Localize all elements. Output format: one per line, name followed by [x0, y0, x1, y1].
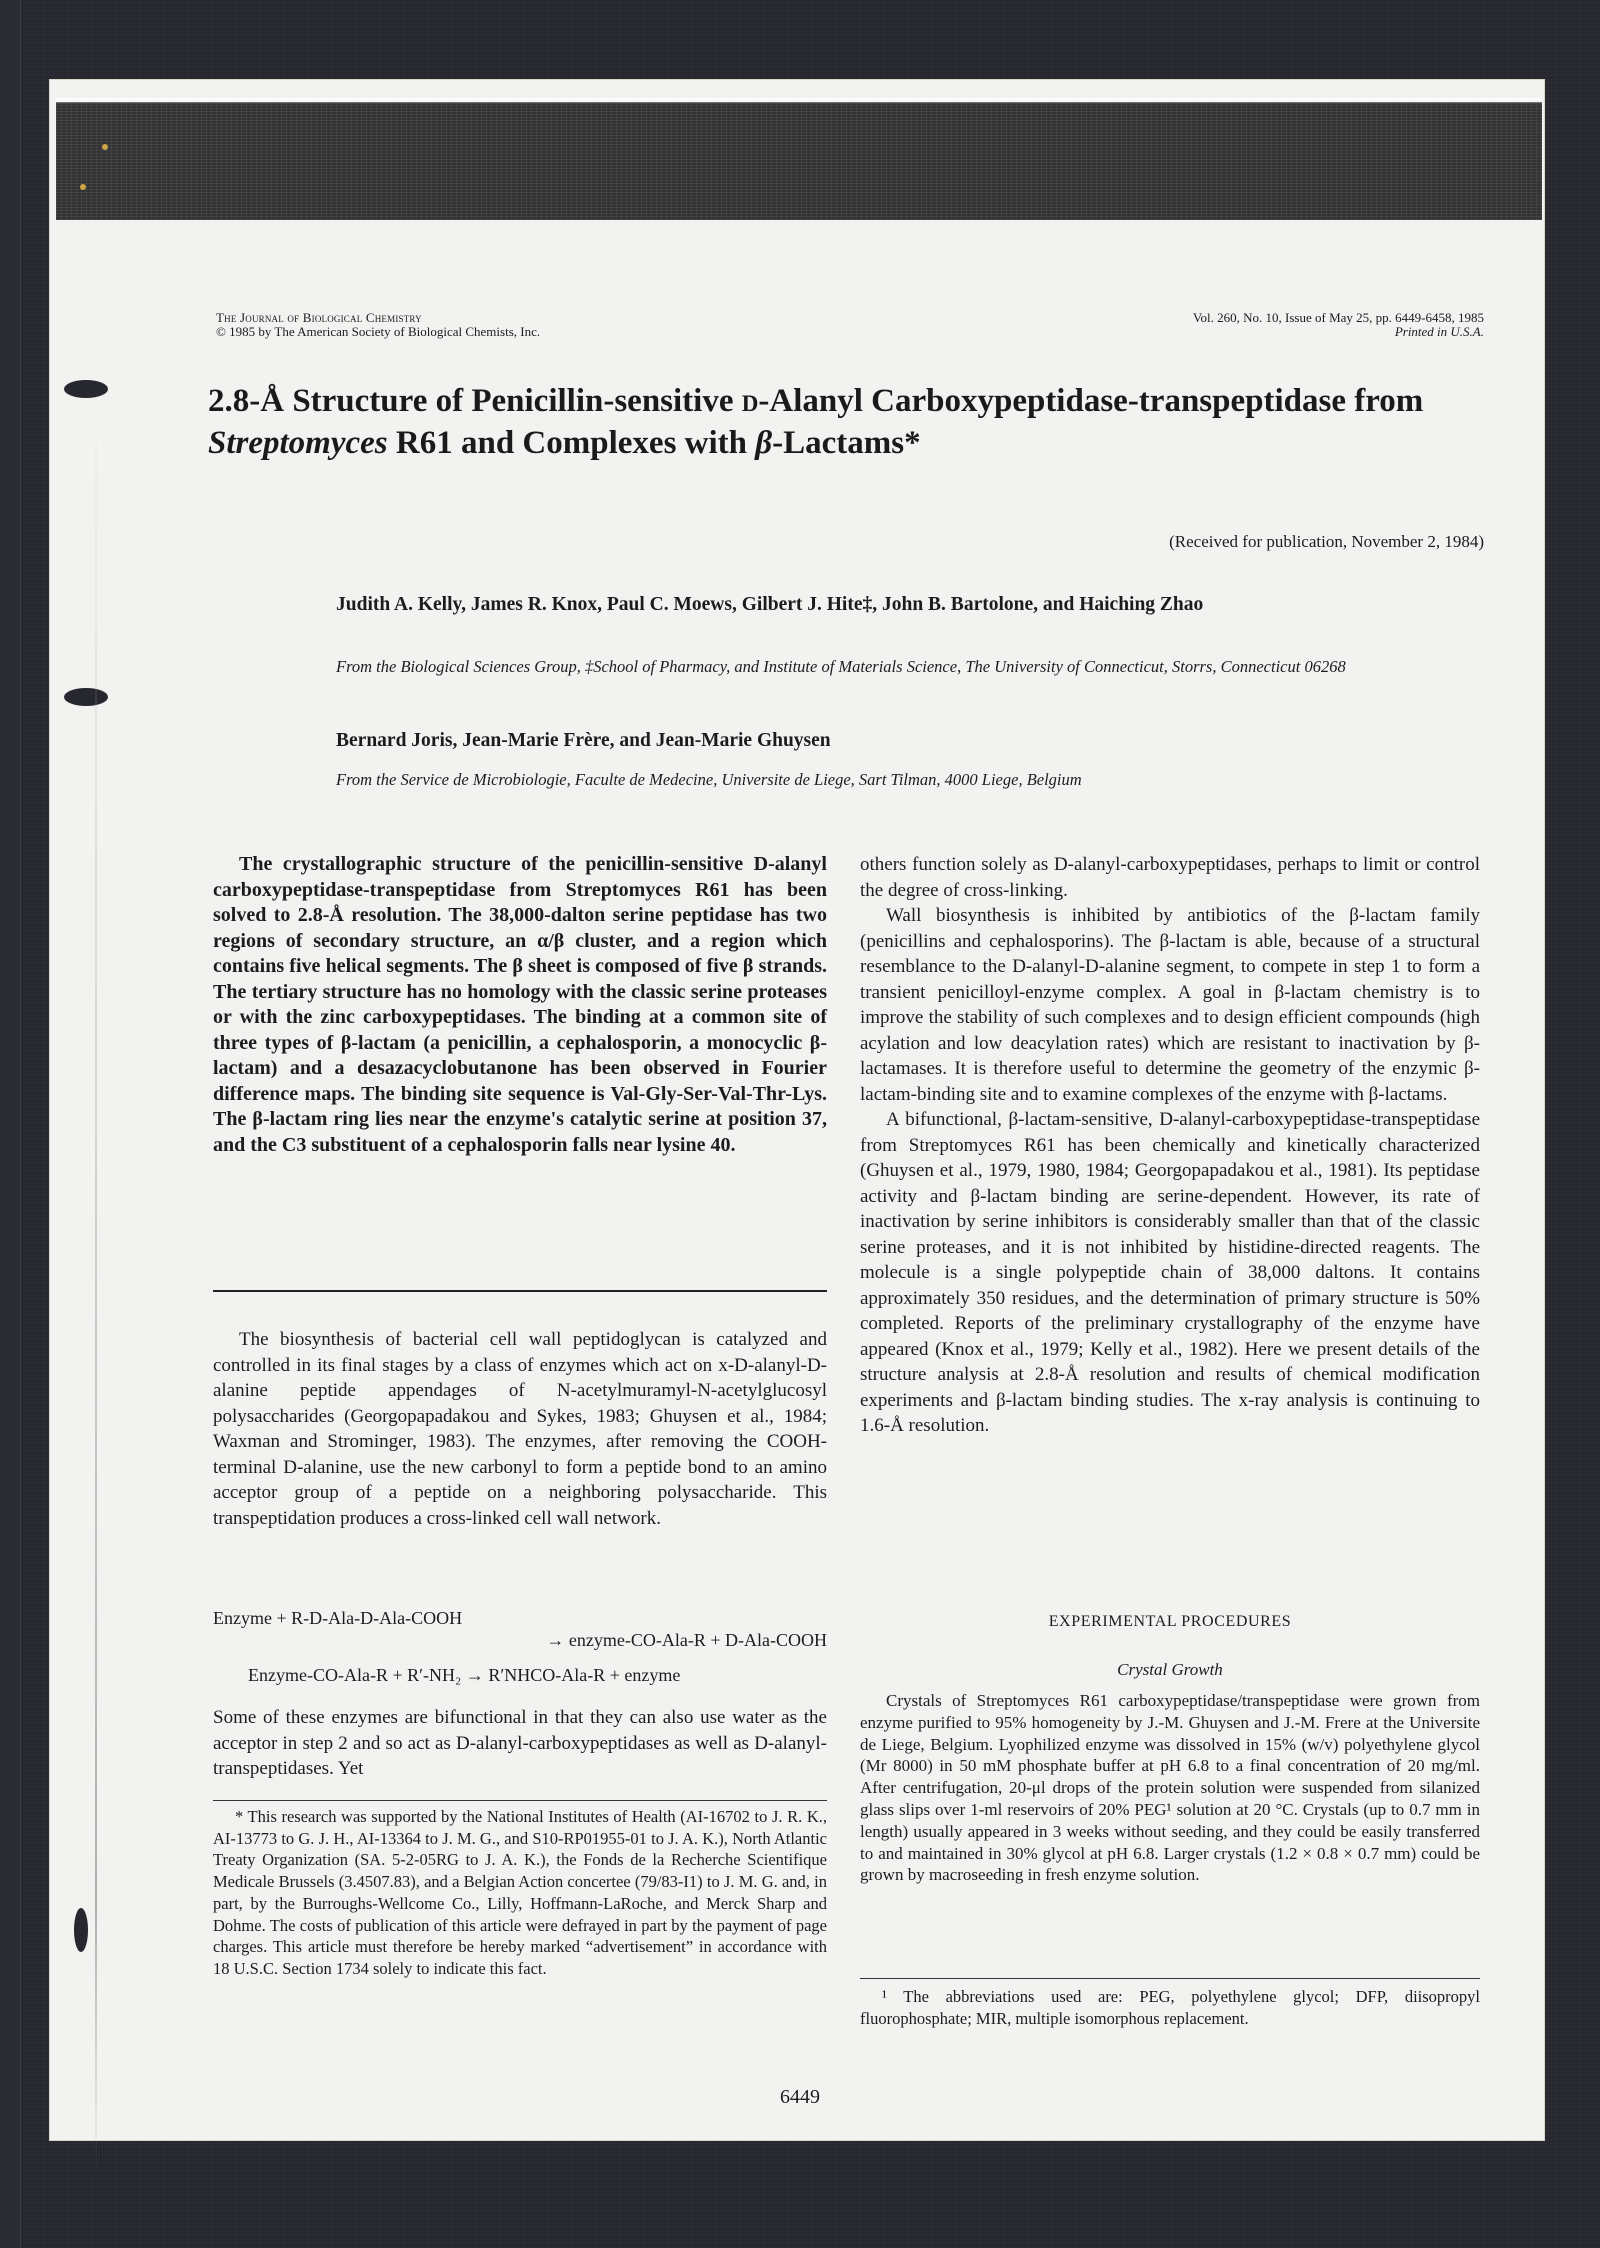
body-paragraph: Wall biosynthesis is inhibited by antibiotics of the β-lactam family (penicillins and cephalosporins). The β-lactam is able, because of a structural resemblance to the D-alanyl-D-alanine segment, to compete in step 1 to form a transient penicilloyl-enzyme complex. A goal in β-lactam chemistry is to improve the stability of such complexes and to design efficient compounds (high acylation and low deacylation rates) which are resistant to inactivation by β-lactamases. It is therefore useful to determine the geometry of the enzymic β-lactam-binding site and to examine complexes of the enzyme with β-lactams. [860, 905, 1480, 1105]
footnote-divider [860, 1978, 1480, 1979]
journal-header [216, 311, 540, 339]
funding-footnote [213, 1806, 827, 1980]
author-list-1: Judith A. Kelly, James R. Knox, Paul C. Moews, Gilbert J. Hite‡, John B. Bartolone, and Haiching Zhao [336, 594, 1204, 615]
article-title [208, 380, 1488, 464]
issue-header [1193, 311, 1484, 339]
title-beta: β [755, 425, 773, 461]
abbreviation-footnote [860, 1986, 1480, 2029]
right-column-body [860, 852, 1480, 1439]
abstract: The crystallographic structure of the penicillin-sensitive D-alanyl carboxypeptidase-transpeptidase from Streptomyces R61 has been solved to 2.8-Å resolution. The 38,000-dalton serine peptidase has two regions of secondary structure, an α/β cluster, and a region which contains five helical segments. The β sheet is composed of five β strands. The tertiary structure has no homology with the classic serine proteases or with the zinc carboxypeptidases. The binding at a common site of three types of β-lactam (a penicillin, a cephalosporin, a monocyclic β-lactam) and a desazacyclobutanone has been observed in Fourier difference maps. The binding site sequence is Val-Gly-Ser-Val-Thr-Lys. The β-lactam ring lies near the enzyme's catalytic serine at position 37, and the C3 substituent of a cephalosporin falls near lysine 40. [213, 853, 827, 1156]
title-text: -Alanyl Carboxypeptidase-transpeptidase from [758, 383, 1424, 419]
page-number: 6449 [780, 2086, 820, 2108]
title-text: d [741, 383, 759, 419]
punch-hole-icon [64, 380, 108, 398]
affiliation-1: From the Biological Sciences Group, ‡School of Pharmacy, and Institute of Materials Science, The University of Connecticut, Storrs, Connecticut 06268 [336, 657, 1346, 676]
author-list-2: Bernard Joris, Jean-Marie Frère, and Jean-Marie Ghuysen [336, 730, 831, 751]
crystal-growth-text [860, 1690, 1480, 1886]
title-text: R61 and Complexes with [387, 425, 756, 461]
equation-1-rhs: → enzyme-CO-Ala-R + D-Ala-COOH [546, 1630, 827, 1650]
volume-info: Vol. 260, No. 10, Issue of May 25, pp. 6449-6458, 1985 [1192, 310, 1484, 325]
binder-edge [0, 0, 21, 2248]
title-species: Streptomyces [208, 425, 388, 461]
intro-paragraph: The biosynthesis of bacterial cell wall peptidoglycan is catalyzed and controlled in its final stages by a class of enzymes which act on x-D-alanyl-D-alanine peptide appendages of N-acetylmuramyl-N-acetylglucosyl polysaccharides (Georgopapadakou and Sykes, 1983; Ghuysen et al., 1984; Waxman and Strominger, 1983). The enzymes, after removing the COOH-terminal D-alanine, use the new carbonyl to form a peptide bond to an amino acceptor group of a peptide on a neighboring polysaccharide. This transpeptidation produces a cross-linked cell wall network. [213, 1329, 827, 1529]
subsection-heading: Crystal Growth [1117, 1660, 1223, 1679]
footnote-text: * This research was supported by the National Institutes of Health (AI-16702 to J. R. K., AI-13773 to G. J. H., AI-13364 to J. M. G., and S10-RP01955-01 to J. A. K.), North Atlantic Treaty Organization (SA. 5-2-05RG to J. A. K.), the Fonds de la Recherche Scientifique Medicale Brussels (3.4507.83), and a Belgian Action concertee (79/83-I1) to J. M. G. and, in part, by the Burroughs-Wellcome Co., Lilly, Hoffmann-LaRoche, and Merck Sharp and Dohme. The costs of publication of this article were defrayed in part by the payment of page charges. This article must therefore be hereby marked “advertisement” in accordance with 18 U.S.C. Section 1734 solely to indicate this fact. [213, 1807, 827, 1978]
printed-in: Printed in U.S.A. [1394, 324, 1484, 339]
staple-mark-icon [102, 144, 108, 150]
equation-1-lhs: Enzyme + R-D-Ala-D-Ala-COOH [213, 1608, 463, 1628]
punch-hole-icon [74, 1908, 88, 1952]
journal-name: The Journal of Biological Chemistry [216, 310, 422, 325]
gutter-shadow [95, 360, 97, 2180]
intro-paragraph: Some of these enzymes are bifunctional in that they can also use water as the acceptor in step 2 and so act as D-alanyl-carboxypeptidases as well as D-alanyl-transpeptidases. Yet [213, 1707, 827, 1779]
footnote-divider [213, 1800, 827, 1801]
body-paragraph: A bifunctional, β-lactam-sensitive, D-alanyl-carboxypeptidase-transpeptidase from Streptomyces R61 has been chemically and kinetically characterized (Ghuysen et al., 1979, 1980, 1984; Georgopapadakou et al., 1981). Its peptidase activity and β-lactam binding are serine-dependent. However, its rate of inactivation by serine inhibitors is considerably smaller than that of the classic serine proteases, and it is not inhibited by histidine-directed reagents. The molecule is a single polypeptide chain of 38,000 daltons. It contains approximately 350 residues, and the determination of primary structure is 50% completed. Reports of the preliminary crystallography of the enzyme have appeared (Knox et al., 1979; Kelly et al., 1982). Here we present details of the structure analysis at 2.8-Å resolution and results of chemical modification experiments and β-lactam binding studies. The x-ray analysis is continuing to 1.6-Å resolution. [860, 1109, 1480, 1436]
intro-continued [213, 1705, 827, 1782]
body-paragraph: Crystals of Streptomyces R61 carboxypeptidase/transpeptidase were grown from enzyme purified to 95% homogeneity by J.-M. Ghuysen and J.-M. Frere at the Universite de Liege, Belgium. Lyophilized enzyme was dissolved in 15% (w/v) polyethylene glycol (Mr 8000) in 50 mM phosphate buffer at pH 6.8 to a final concentration of 20 mg/ml. After centrifugation, 20-μl drops of the protein solution were suspended from silanized glass slips over 1-ml reservoirs of 20% PEG¹ solution at 20 °C. Crystals (up to 0.7 mm in length) usually appeared in 3 weeks without seeding, and they could be easily transferred to and maintained in 30% glycol at pH 6.8. Larger crystals (1.2 × 0.8 × 0.7 mm) could be grown by macroseeding in fresh enzyme solution. [860, 1691, 1480, 1885]
received-date: (Received for publication, November 2, 1984) [1169, 532, 1484, 551]
body-paragraph: others function solely as D-alanyl-carboxypeptidases, perhaps to limit or control the degree of cross-linking. [860, 854, 1480, 901]
scan-dark-band [56, 102, 1542, 220]
section-heading: EXPERIMENTAL PROCEDURES [1048, 1613, 1292, 1630]
equation-2: Enzyme-CO-Ala-R + R′-NH₂ → R′NHCO-Ala-R + enzyme [248, 1665, 681, 1685]
affiliation-2: From the Service de Microbiologie, Faculte de Medecine, Universite de Liege, Sart Tilman, 4000 Liege, Belgium [336, 770, 1082, 789]
title-text: 2.8-Å Structure of Penicillin-sensitive [208, 383, 742, 419]
footnote-text: ¹ The abbreviations used are: PEG, polyethylene glycol; DFP, diisopropyl fluorophosphate; MIR, multiple isomorphous replacement. [860, 1987, 1480, 2028]
title-text: -Lactams* [772, 425, 921, 461]
staple-mark-icon [80, 184, 86, 190]
abstract-divider [213, 1290, 827, 1292]
copyright-line: © 1985 by The American Society of Biological Chemists, Inc. [216, 324, 541, 339]
punch-hole-icon [64, 688, 108, 706]
introduction [213, 1327, 827, 1531]
